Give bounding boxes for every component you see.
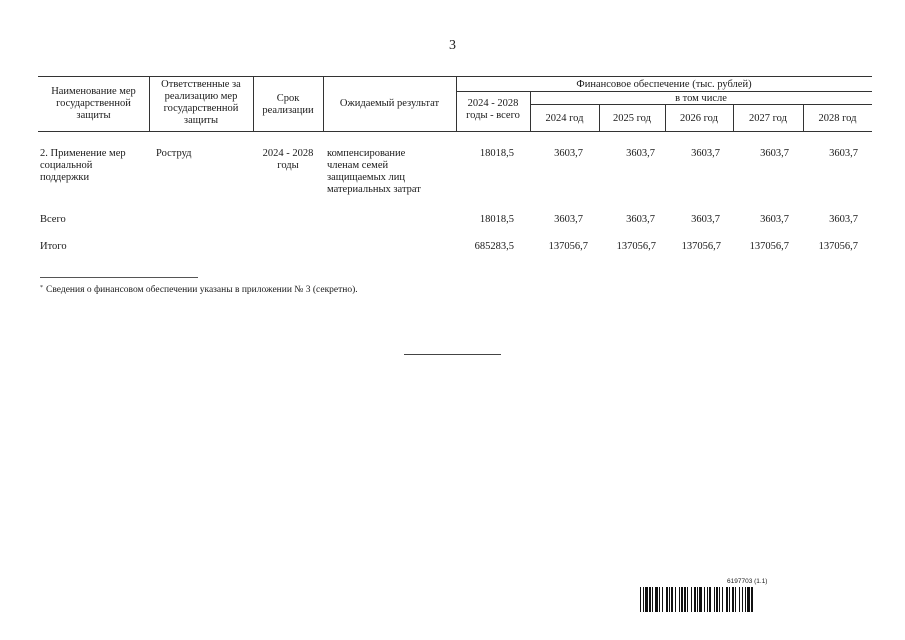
row-value-2024: 3603,7 <box>554 148 583 159</box>
header-year-2027: 2027 год <box>749 113 787 124</box>
header-year-2025: 2025 год <box>613 113 651 124</box>
row-value-2024: 137056,7 <box>548 241 588 252</box>
row-value-2027: 3603,7 <box>760 148 789 159</box>
header-term: Срок реализации <box>262 93 314 116</box>
header-year-2028: 2028 год <box>818 113 857 124</box>
barcode-icon <box>640 587 858 612</box>
header-financing: Финансовое обеспечение (тыс. рублей) <box>576 79 752 90</box>
footnote <box>40 285 358 295</box>
row-value-2025: 3603,7 <box>626 214 655 225</box>
header-year-2026: 2026 год <box>680 113 718 124</box>
header-including: в том числе <box>675 93 727 104</box>
footnote-mark: * <box>40 285 43 291</box>
row-value-2028: 137056,7 <box>818 241 858 252</box>
row-value-2027: 3603,7 <box>760 214 789 225</box>
row-value-2025: 137056,7 <box>616 241 656 252</box>
row-measure-name: 2. Применение мер социальной поддержки <box>40 148 126 183</box>
row-total-label: Всего <box>40 214 66 225</box>
row-value-2026: 137056,7 <box>681 241 721 252</box>
row-total: 18018,5 <box>479 148 514 159</box>
row-value-2028: 3603,7 <box>829 214 858 225</box>
barcode-caption: 6197703 (1.1) <box>727 578 768 585</box>
financing-header-rule <box>456 91 872 92</box>
row-value-2026: 3603,7 <box>691 148 720 159</box>
header-bottom-border <box>38 131 872 132</box>
row-grand-total-label: Итого <box>40 241 67 252</box>
header-total-period: 2024 - 2028 годы - всего <box>466 98 520 121</box>
table-top-border <box>38 76 872 77</box>
page-number: 3 <box>449 38 456 53</box>
footnote-text: Сведения о финансовом обеспечении указаны в приложении № 3 (секретно). <box>46 285 358 295</box>
row-total: 18018,5 <box>479 214 514 225</box>
row-value-2026: 3603,7 <box>691 214 720 225</box>
row-responsible: Роструд <box>156 148 192 159</box>
row-term: 2024 - 2028 годы <box>262 148 314 171</box>
row-value-2027: 137056,7 <box>749 241 789 252</box>
header-expected-result: Ожидаемый результат <box>339 98 440 109</box>
row-total: 685283,5 <box>474 241 514 252</box>
header-responsible: Ответственные за реализацию мер государственной защиты <box>161 79 241 126</box>
end-of-document-line <box>404 354 501 355</box>
row-value-2028: 3603,7 <box>829 148 858 159</box>
footnote-separator <box>40 277 198 278</box>
row-value-2024: 3603,7 <box>554 214 583 225</box>
row-value-2025: 3603,7 <box>626 148 655 159</box>
header-measure-name: Наименование мер государственной защиты <box>51 86 136 121</box>
row-expected-result: компенсирование членам семей защищаемых лиц материальных затрат <box>327 148 421 195</box>
header-year-2024: 2024 год <box>545 113 584 124</box>
